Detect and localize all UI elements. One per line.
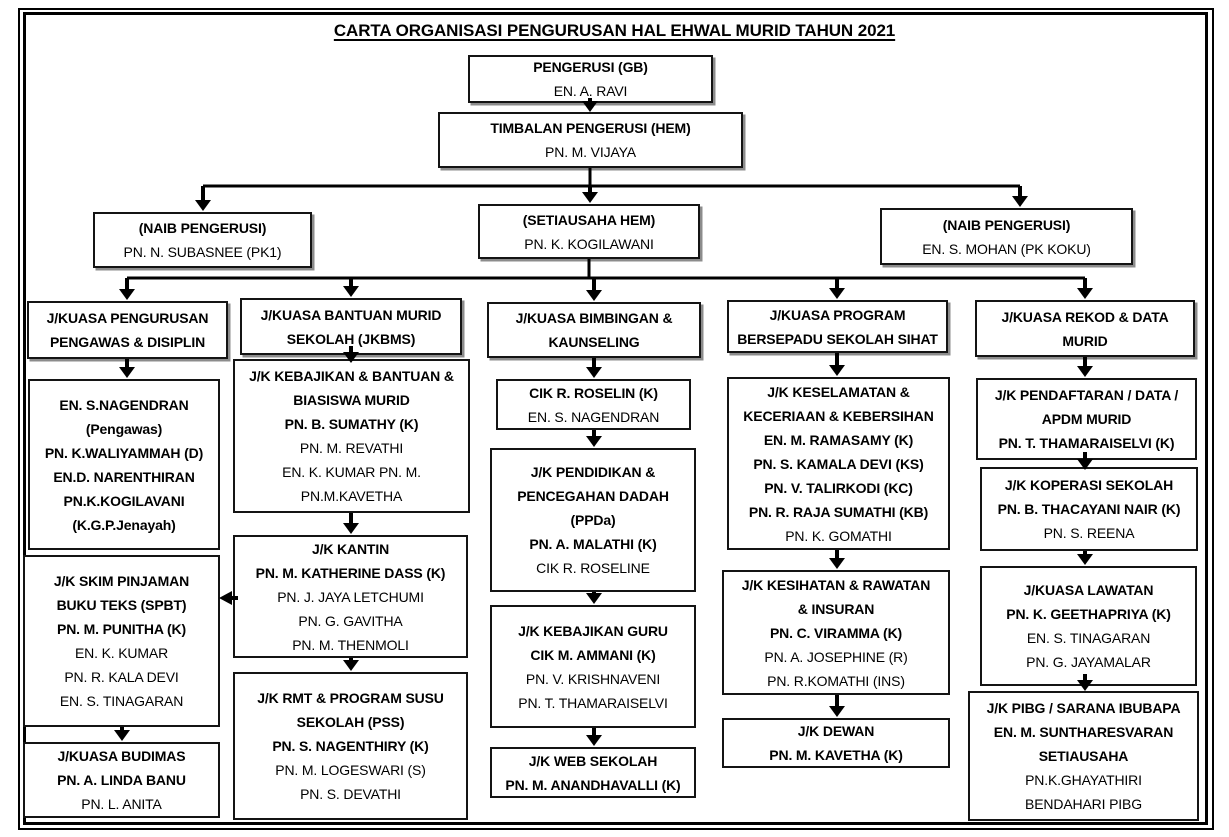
- box-line: PN. V. TALIRKODI (KC): [764, 479, 913, 496]
- box-timbalan-pengerusi: [438, 112, 743, 168]
- box-line: CIK R. ROSELIN (K): [529, 384, 658, 401]
- box-koperasi-sekolah: [980, 467, 1198, 551]
- box-line: SEKOLAH (JKBMS): [286, 330, 416, 347]
- box-line: PN. T. THAMARAISELVI (K): [998, 435, 1175, 451]
- box-line: (SETIAUSAHA HEM): [522, 211, 656, 228]
- box-line: SETIAUSAHA: [1038, 748, 1129, 764]
- box-line: PN. M. KATHERINE DASS (K): [255, 564, 446, 581]
- box-budimas: [23, 742, 220, 818]
- chart-title: [0, 21, 1229, 41]
- box-line: EN. M. RAMASAMY (K): [763, 431, 914, 448]
- box-line: PN. T. THAMARAISELVI: [518, 694, 668, 711]
- box-line: PN. M. REVATHI: [299, 440, 404, 456]
- box-line: PN. S. REENA: [1043, 525, 1135, 541]
- box-lawatan: [980, 566, 1197, 686]
- box-line: J/K DEWAN: [797, 723, 875, 739]
- box-pendaftaran-apdm: [976, 378, 1197, 460]
- box-ppda: [490, 448, 696, 592]
- box-line: J/KUASA BUDIMAS: [57, 748, 186, 764]
- box-pengawas-members: [28, 379, 220, 550]
- box-line: (PPDa): [570, 512, 616, 528]
- box-line: (Pengawas): [85, 420, 163, 437]
- box-keselamatan-keceriaan-kebersihan: [727, 377, 950, 550]
- box-line: PN. M. PUNITHA (K): [57, 621, 186, 637]
- box-kebajikan-bantuan-biasiswa: [233, 359, 470, 513]
- box-line: EN. A. RAVI: [553, 83, 628, 99]
- box-line: PENGERUSI (GB): [533, 59, 648, 75]
- box-line: BIASISWA MURID: [293, 392, 410, 408]
- box-jkbms: [240, 298, 462, 355]
- box-line: PN. S. KAMALA DEVI (KS): [753, 455, 924, 472]
- box-line: J/K KESELAMATAN &: [767, 383, 910, 400]
- box-line: J/K SKIM PINJAMAN: [53, 573, 190, 589]
- box-line: PN. J. JAYA LETCHUMI: [277, 588, 424, 605]
- box-line: APDM MURID: [1041, 411, 1132, 427]
- box-line: BUKU TEKS (SPBT): [56, 597, 187, 613]
- box-line: BENDAHARI PIBG: [1025, 796, 1142, 812]
- box-line: BERSEPADU SEKOLAH SIHAT: [737, 330, 938, 347]
- box-line: PN. K. GEETHAPRIYA (K): [1006, 606, 1171, 622]
- box-line: EN. S. MOHAN (PK KOKU): [922, 240, 1091, 257]
- box-jk-pengurusan-pengawas-disiplin: [27, 301, 228, 359]
- box-line: EN. S. TINAGARAN: [1026, 630, 1151, 646]
- box-line: PN. S. DEVATHI: [300, 786, 401, 802]
- box-naib-pengerusi-right: [880, 208, 1133, 265]
- box-line: SEKOLAH (PSS): [296, 714, 405, 730]
- box-bimbingan-members: [496, 379, 691, 430]
- box-line: J/K KEBAJIKAN & BANTUAN &: [249, 368, 454, 384]
- box-line: PN. M. KAVETHA (K): [769, 747, 903, 763]
- box-line: J/KUASA BANTUAN MURID: [260, 306, 442, 323]
- box-line: PN. M. ANANDHAVALLI (K): [505, 776, 681, 793]
- box-line: PENGAWAS & DISIPLIN: [49, 334, 206, 350]
- chart-title-text: CARTA ORGANISASI PENGURUSAN HAL EHWAL MURID TAHUN 2021: [333, 21, 896, 40]
- box-line: PN. L. ANITA: [81, 796, 162, 812]
- box-line: EN. S.NAGENDRAN: [59, 396, 189, 413]
- box-line: PN.M.KAVETHA: [300, 488, 403, 504]
- box-line: J/KUASA LAWATAN: [1023, 582, 1154, 598]
- box-line: J/KUASA PENGURUSAN: [46, 310, 209, 326]
- box-pengerusi: [468, 55, 713, 103]
- box-line: EN. S. TINAGARAN: [59, 693, 184, 709]
- box-line: CIK R. ROSELINE: [536, 560, 650, 576]
- box-line: KAUNSELING: [548, 334, 640, 350]
- box-kesihatan-rawatan-insuran: [722, 570, 950, 695]
- box-line: PN. M. THENMOLI: [292, 636, 409, 653]
- box-line: PN. B. THACAYANI NAIR (K): [997, 501, 1181, 517]
- box-line: J/KUASA REKOD & DATA: [1001, 308, 1169, 325]
- box-line: J/K KANTIN: [311, 540, 390, 557]
- box-naib-pengerusi-left: [93, 212, 312, 268]
- box-web-sekolah: [490, 747, 696, 798]
- box-line: J/KUASA BIMBINGAN &: [515, 310, 673, 326]
- box-line: TIMBALAN PENGERUSI (HEM): [490, 120, 691, 136]
- box-line: EN. K. KUMAR PN. M.: [282, 464, 421, 480]
- box-line: PN. M. LOGESWARI (S): [275, 762, 426, 778]
- box-line: (K.G.P.Jenayah): [72, 516, 176, 533]
- box-line: PN. R.KOMATHI (INS): [767, 672, 905, 689]
- box-line: (NAIB PENGERUSI): [942, 216, 1071, 233]
- box-line: PN. A. LINDA BANU: [57, 772, 186, 788]
- box-line: PN. C. VIRAMMA (K): [769, 624, 903, 641]
- box-kebajikan-guru: [490, 605, 696, 728]
- box-line: PN. K. GOMATHI: [785, 527, 892, 544]
- box-line: J/K WEB SEKOLAH: [528, 752, 658, 769]
- box-line: PN. R. RAJA SUMATHI (KB): [748, 503, 929, 520]
- box-line: PN. A. JOSEPHINE (R): [764, 648, 908, 665]
- box-line: EN. K. KUMAR: [74, 645, 169, 661]
- box-line: PN.K.GHAYATHIRI: [1025, 772, 1142, 788]
- box-line: PN. A. MALATHI (K): [529, 536, 657, 552]
- box-line: CIK M. AMMANI (K): [530, 646, 656, 663]
- box-bimbingan-kaunseling: [487, 302, 701, 358]
- box-dewan: [722, 718, 950, 768]
- box-line: KECERIAAN & KEBERSIHAN: [743, 407, 934, 424]
- box-line: PN.K.KOGILAVANI: [63, 492, 185, 509]
- box-rmt-program-susu: [233, 672, 468, 820]
- box-kantin: [233, 535, 468, 658]
- box-line: J/K KEBAJIKAN GURU: [518, 622, 668, 639]
- box-line: PN. N. SUBASNEE (PK1): [123, 244, 282, 260]
- box-line: (NAIB PENGERUSI): [138, 220, 267, 236]
- box-spbt: [23, 555, 220, 727]
- box-line: J/KUASA PROGRAM: [769, 306, 906, 323]
- box-line: PENCEGAHAN DADAH: [517, 488, 669, 504]
- box-line: EN. M. SUNTHARESVARAN: [993, 724, 1174, 740]
- box-line: PN. S. NAGENTHIRY (K): [272, 738, 429, 754]
- box-line: J/K PIBG / SARANA IBUBAPA: [986, 700, 1181, 716]
- box-program-bersepadu-sekolah-sihat: [727, 300, 948, 353]
- box-line: PN. B. SUMATHY (K): [284, 416, 419, 432]
- box-line: J/K PENDAFTARAN / DATA /: [994, 387, 1179, 403]
- box-line: J/K RMT & PROGRAM SUSU: [257, 690, 444, 706]
- box-line: MURID: [1062, 332, 1108, 349]
- box-setiausaha-hem: [478, 204, 700, 259]
- box-line: PN. G. GAVITHA: [298, 612, 403, 629]
- box-line: J/K KESIHATAN & RAWATAN: [741, 576, 931, 593]
- box-line: EN. S. NAGENDRAN: [527, 408, 660, 425]
- box-rekod-data-murid: [975, 300, 1195, 357]
- box-line: EN.D. NARENTHIRAN: [53, 468, 195, 485]
- box-line: J/K PENDIDIKAN &: [530, 464, 656, 480]
- box-line: PN. K.WALIYAMMAH (D): [44, 444, 204, 461]
- box-line: PN. G. JAYAMALAR: [1026, 654, 1151, 670]
- box-line: PN. R. KALA DEVI: [64, 669, 179, 685]
- box-line: PN. M. VIJAYA: [545, 144, 636, 160]
- box-line: PN. V. KRISHNAVENI: [525, 670, 661, 687]
- box-pibg-sarana-ibubapa: [968, 691, 1199, 821]
- box-line: PN. K. KOGILAWANI: [524, 235, 654, 252]
- box-line: J/K KOPERASI SEKOLAH: [1004, 477, 1174, 493]
- box-line: & INSURAN: [797, 600, 875, 617]
